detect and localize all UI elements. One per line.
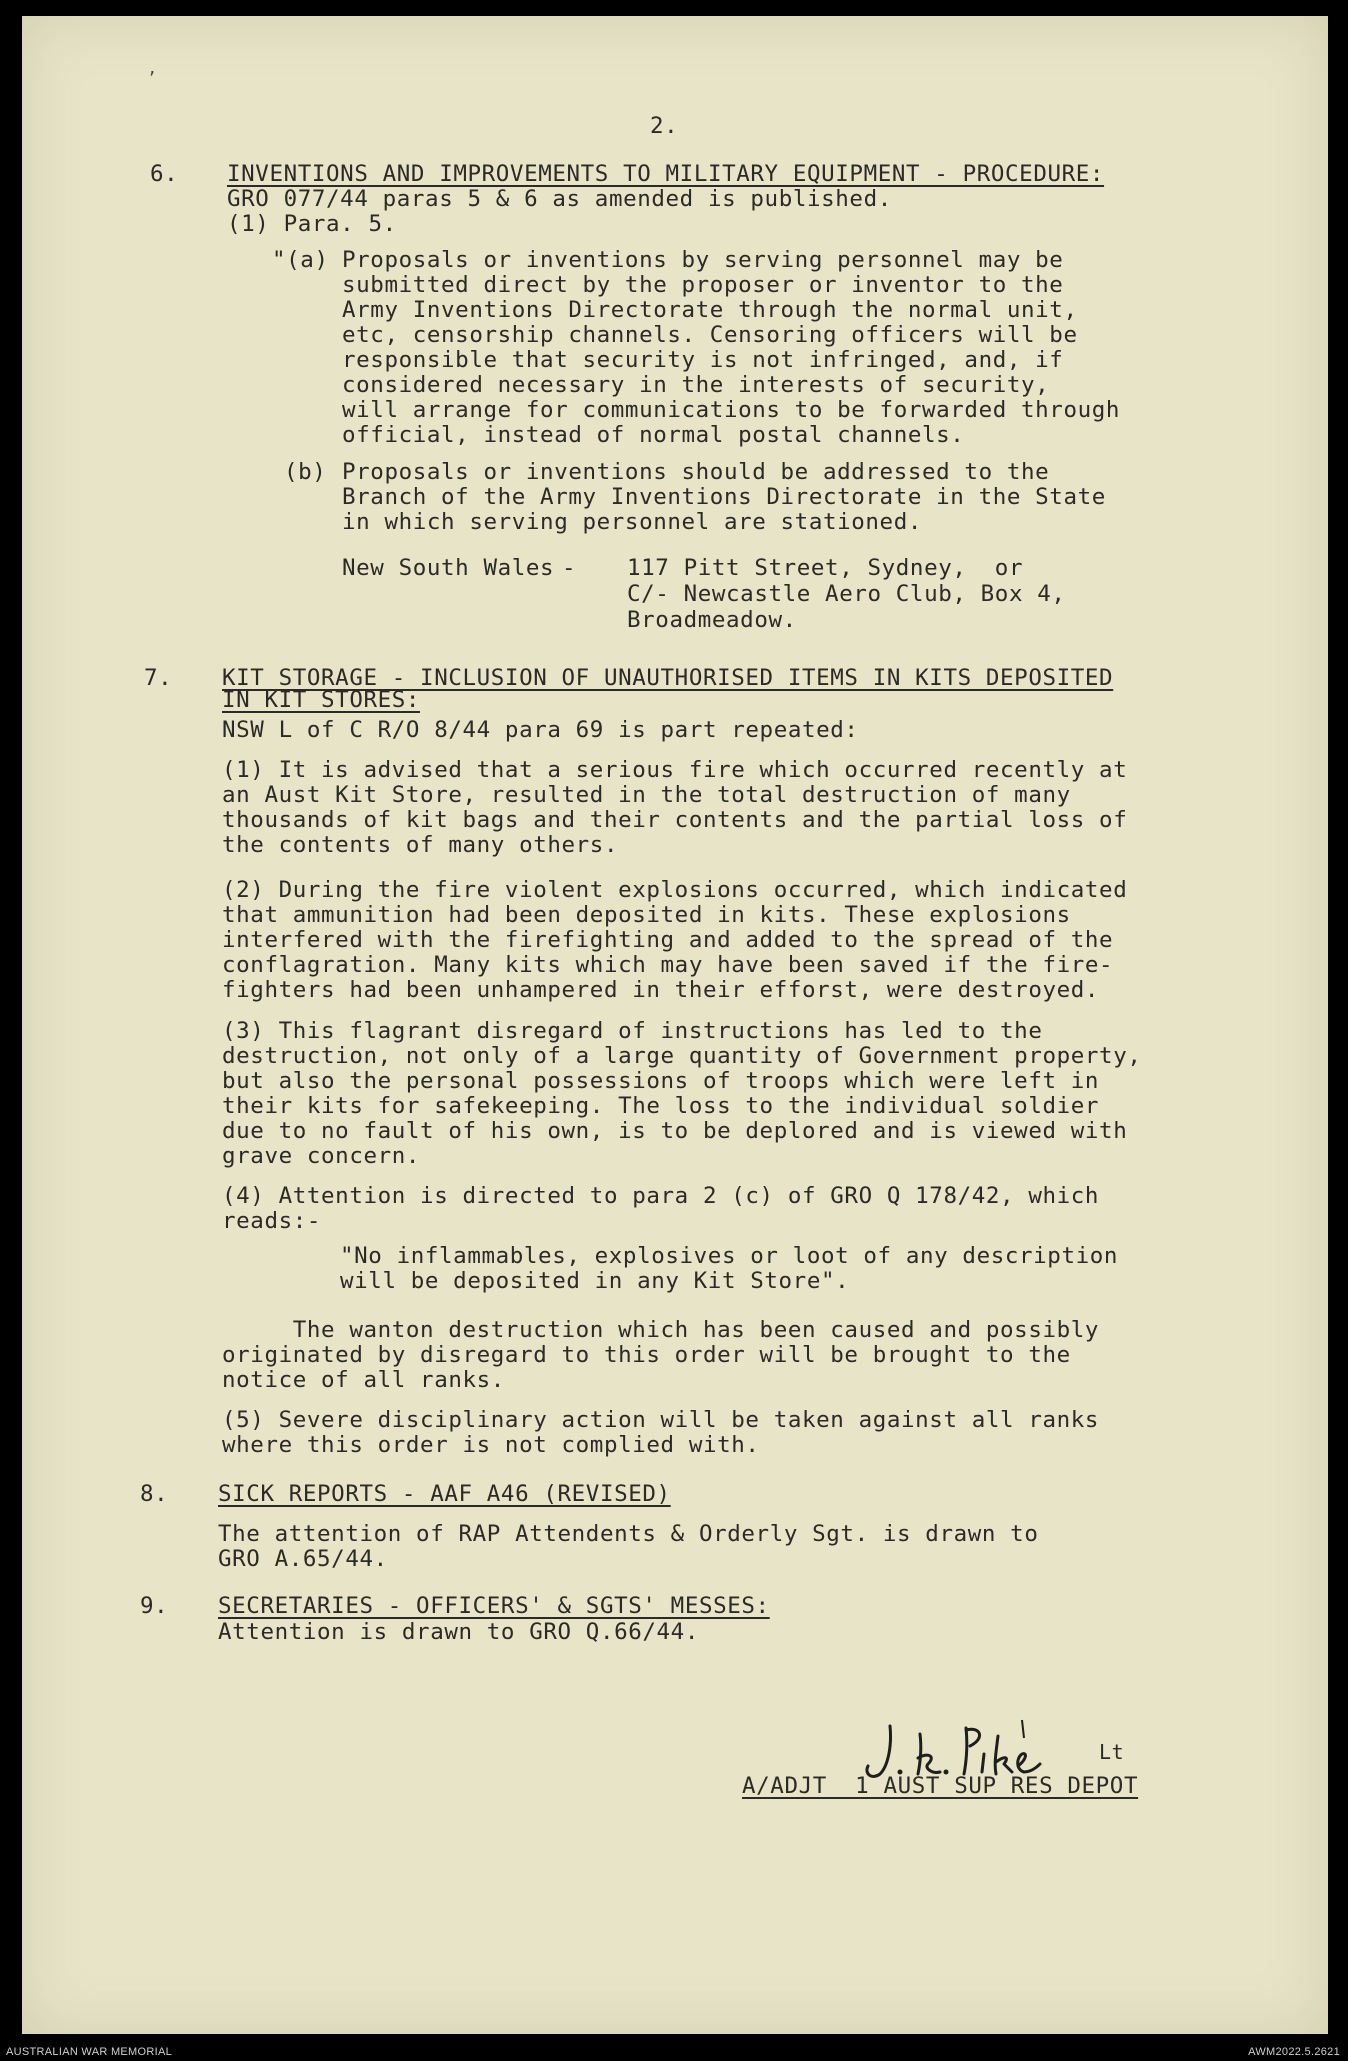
address-state: New South Wales [342,555,555,581]
section-7-intro: NSW L of C R/O 8/44 para 69 is part repeated: [222,717,859,743]
signature-rank: Lt [1099,1740,1125,1764]
address-line: 117 Pitt Street, Sydney, or [627,555,1024,581]
section-7-quote-line: "No inflammables, explosives or loot of any description [340,1243,1119,1269]
signature-title: A/ADJT 1 AUST SUP RES DEPOT [742,1773,1139,1799]
section-7-p4b-line: originated by disregard to this order will be brought to the [222,1342,1071,1368]
section-7-p3-line: grave concern. [222,1143,421,1169]
footer-institution: AUSTRALIAN WAR MEMORIAL [6,2046,173,2058]
section-7-p2-line: interfered with the firefighting and added to the spread of the [222,927,1114,953]
section-7-p1-line: the contents of many others. [222,832,619,858]
section-6-item-a-line: Army Inventions Directorate through the normal unit, [342,297,1078,323]
section-6-item-b-label: (b) [284,459,327,485]
section-8-line: The attention of RAP Attendents & Orderly Sgt. is drawn to [218,1521,1039,1547]
section-6-item-b-line: Branch of the Army Inventions Directorate in the State [342,484,1106,510]
section-7-p2-line: fighters had been unhampered in their efforst, were destroyed. [222,977,1100,1003]
paper-mark: ’ [147,68,157,87]
section-6-item-b-line: Proposals or inventions should be addressed to the [342,459,1050,485]
section-7-p2-line: (2) During the fire violent explosions occurred, which indicated [222,877,1128,903]
section-6-item-a-line: will arrange for communications to be forwarded through [342,397,1121,423]
section-6-para-label: (1) Para. 5. [227,211,397,237]
section-7-p2-line: that ammunition had been deposited in kits. These explosions [222,902,1071,928]
section-8-line: GRO A.65/44. [218,1546,388,1572]
section-7-p3-line: destruction, not only of a large quantity of Government property, [222,1043,1142,1069]
section-7-p2-line: conflagration. Many kits which may have been saved if the fire- [222,952,1114,978]
section-6-item-b-line: in which serving personnel are stationed. [342,509,922,535]
section-7-p3-line: their kits for safekeeping. The loss to the individual soldier [222,1093,1100,1119]
section-7-p5-line: (5) Severe disciplinary action will be taken against all ranks [222,1407,1100,1433]
document-page [22,16,1328,2034]
section-7-p3-line: due to no fault of his own, is to be deplored and is viewed with [222,1118,1128,1144]
section-7-heading: KIT STORAGE - INCLUSION OF UNAUTHORISED ITEMS IN KITS DEPOSITED [222,665,1114,691]
section-7-p1-line: an Aust Kit Store, resulted in the total destruction of many [222,782,1071,808]
section-7-quote-line: will be deposited in any Kit Store". [340,1268,850,1294]
section-9-number: 9. [140,1593,169,1619]
footer-accession-number: AWM2022.5.2621 [1248,2046,1340,2058]
section-7-p1-line: (1) It is advised that a serious fire which occurred recently at [222,757,1128,783]
section-6-heading: INVENTIONS AND IMPROVEMENTS TO MILITARY EQUIPMENT - PROCEDURE: [227,161,1105,187]
section-6-item-a-line: submitted direct by the proposer or inventor to the [342,272,1064,298]
section-7-p4-line: (4) Attention is directed to para 2 (c) of GRO Q 178/42, which [222,1183,1100,1209]
section-8-number: 8. [140,1481,169,1507]
section-9-heading: SECRETARIES - OFFICERS' & SGTS' MESSES: [218,1593,770,1619]
address-line: Broadmeadow. [627,607,797,633]
section-7-p4-line: reads:- [222,1208,322,1234]
page-number: 2. [650,113,679,139]
section-8-heading: SICK REPORTS - AAF A46 (REVISED) [218,1481,671,1507]
section-6-item-a-label: "(a) [272,247,329,273]
section-6-number: 6. [150,161,179,187]
section-7-p3-line: but also the personal possessions of troops which were left in [222,1068,1100,1094]
address-dash: - [562,555,577,581]
section-7-p4b-line: The wanton destruction which has been caused and possibly [222,1317,1100,1343]
section-7-p4b-line: notice of all ranks. [222,1367,505,1393]
section-6-intro: GRO 077/44 paras 5 & 6 as amended is published. [227,186,892,212]
section-6-item-a-line: official, instead of normal postal channels. [342,422,965,448]
section-7-heading-cont: IN KIT STORES: [222,687,421,713]
section-7-p1-line: thousands of kit bags and their contents and the partial loss of [222,807,1128,833]
section-7-p3-line: (3) This flagrant disregard of instructions has led to the [222,1018,1043,1044]
section-9-line: Attention is drawn to GRO Q.66/44. [218,1619,699,1645]
section-6-item-a-line: responsible that security is not infringed, and, if [342,347,1064,373]
address-line: C/- Newcastle Aero Club, Box 4, [627,581,1066,607]
section-6-item-a-line: Proposals or inventions by serving personnel may be [342,247,1064,273]
section-7-number: 7. [144,665,173,691]
section-6-item-a-line: considered necessary in the interests of security, [342,372,1050,398]
section-7-p5-line: where this order is not complied with. [222,1432,760,1458]
section-6-item-a-line: etc, censorship channels. Censoring officers will be [342,322,1078,348]
